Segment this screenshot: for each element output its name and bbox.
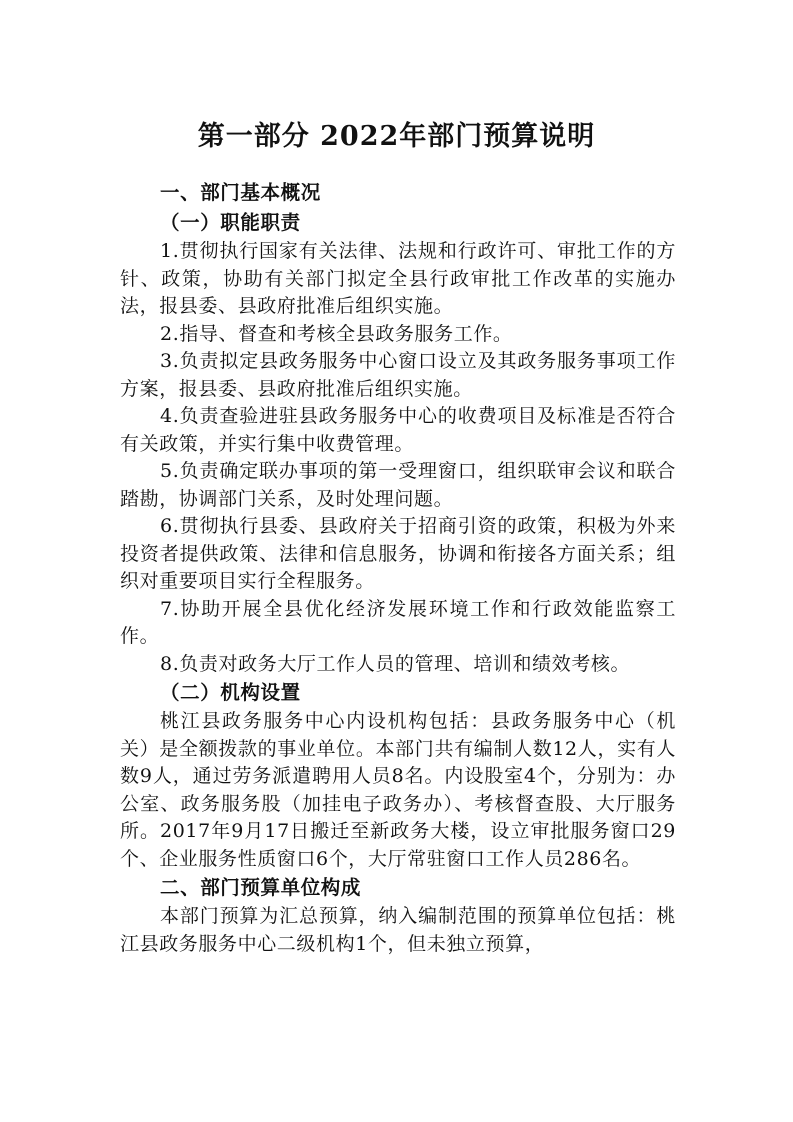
duty-paragraph-5: 5.负责确定联办事项的第一受理窗口，组织联审会议和联合踏勘，协调部门关系，及时处理问题。	[120, 460, 676, 510]
section-heading-basic-overview: 一、部门基本概况	[160, 181, 321, 204]
organization-paragraph: 桃江县政务服务中心内设机构包括：县政务服务中心（机关）是全额拨款的事业单位。本部门共有编制人数12人，实有人数9人，通过劳务派遣聘用人员8名。内设股室4个，分别为：办公室、政务服务股（加挂电子政务办）、考核督查股、大厅服务所。2017年9月17日搬迁至新政务大楼，设立审批服务窗口29个、企业服务性质窗口6个，大厅常驻窗口工作人员286名。	[120, 710, 676, 870]
section-heading-budget-units: 二、部门预算单位构成	[160, 876, 362, 899]
document-body	[120, 178, 676, 958]
duty-paragraph-8: 8.负责对政务大厅工作人员的管理、培训和绩效考核。	[160, 652, 631, 675]
duty-paragraph-3: 3.负责拟定县政务服务中心窗口设立及其政务服务事项工作方案，报县委、县政府批准后组织实施。	[120, 350, 676, 400]
subsection-heading-duties: （一）职能职责	[160, 211, 301, 234]
duty-paragraph-4: 4.负责查验进驻县政务服务中心的收费项目及标准是否符合有关政策，并实行集中收费管理。	[120, 405, 676, 455]
duty-paragraph-2: 2.指导、督查和考核全县政务服务工作。	[160, 322, 513, 345]
subsection-heading-organization: （二）机构设置	[160, 681, 301, 704]
duty-paragraph-7: 7.协助开展全县优化经济发展环境工作和行政效能监察工作。	[120, 597, 676, 647]
page-title: 第一部分 2022年部门预算说明	[197, 121, 596, 152]
duty-paragraph-6: 6.贯彻执行县委、县政府关于招商引资的政策，积极为外来投资者提供政策、法律和信息服务，协调和衔接各方面关系；组织对重要项目实行全程服务。	[120, 515, 676, 592]
budget-units-paragraph: 本部门预算为汇总预算，纳入编制范围的预算单位包括：桃江县政务服务中心二级机构1个，但未独立预算，	[120, 905, 676, 955]
duty-paragraph-1: 1.贯彻执行国家有关法律、法规和行政许可、审批工作的方针、政策，协助有关部门拟定全县行政审批工作改革的实施办法，报县委、县政府批准后组织实施。	[120, 240, 676, 317]
